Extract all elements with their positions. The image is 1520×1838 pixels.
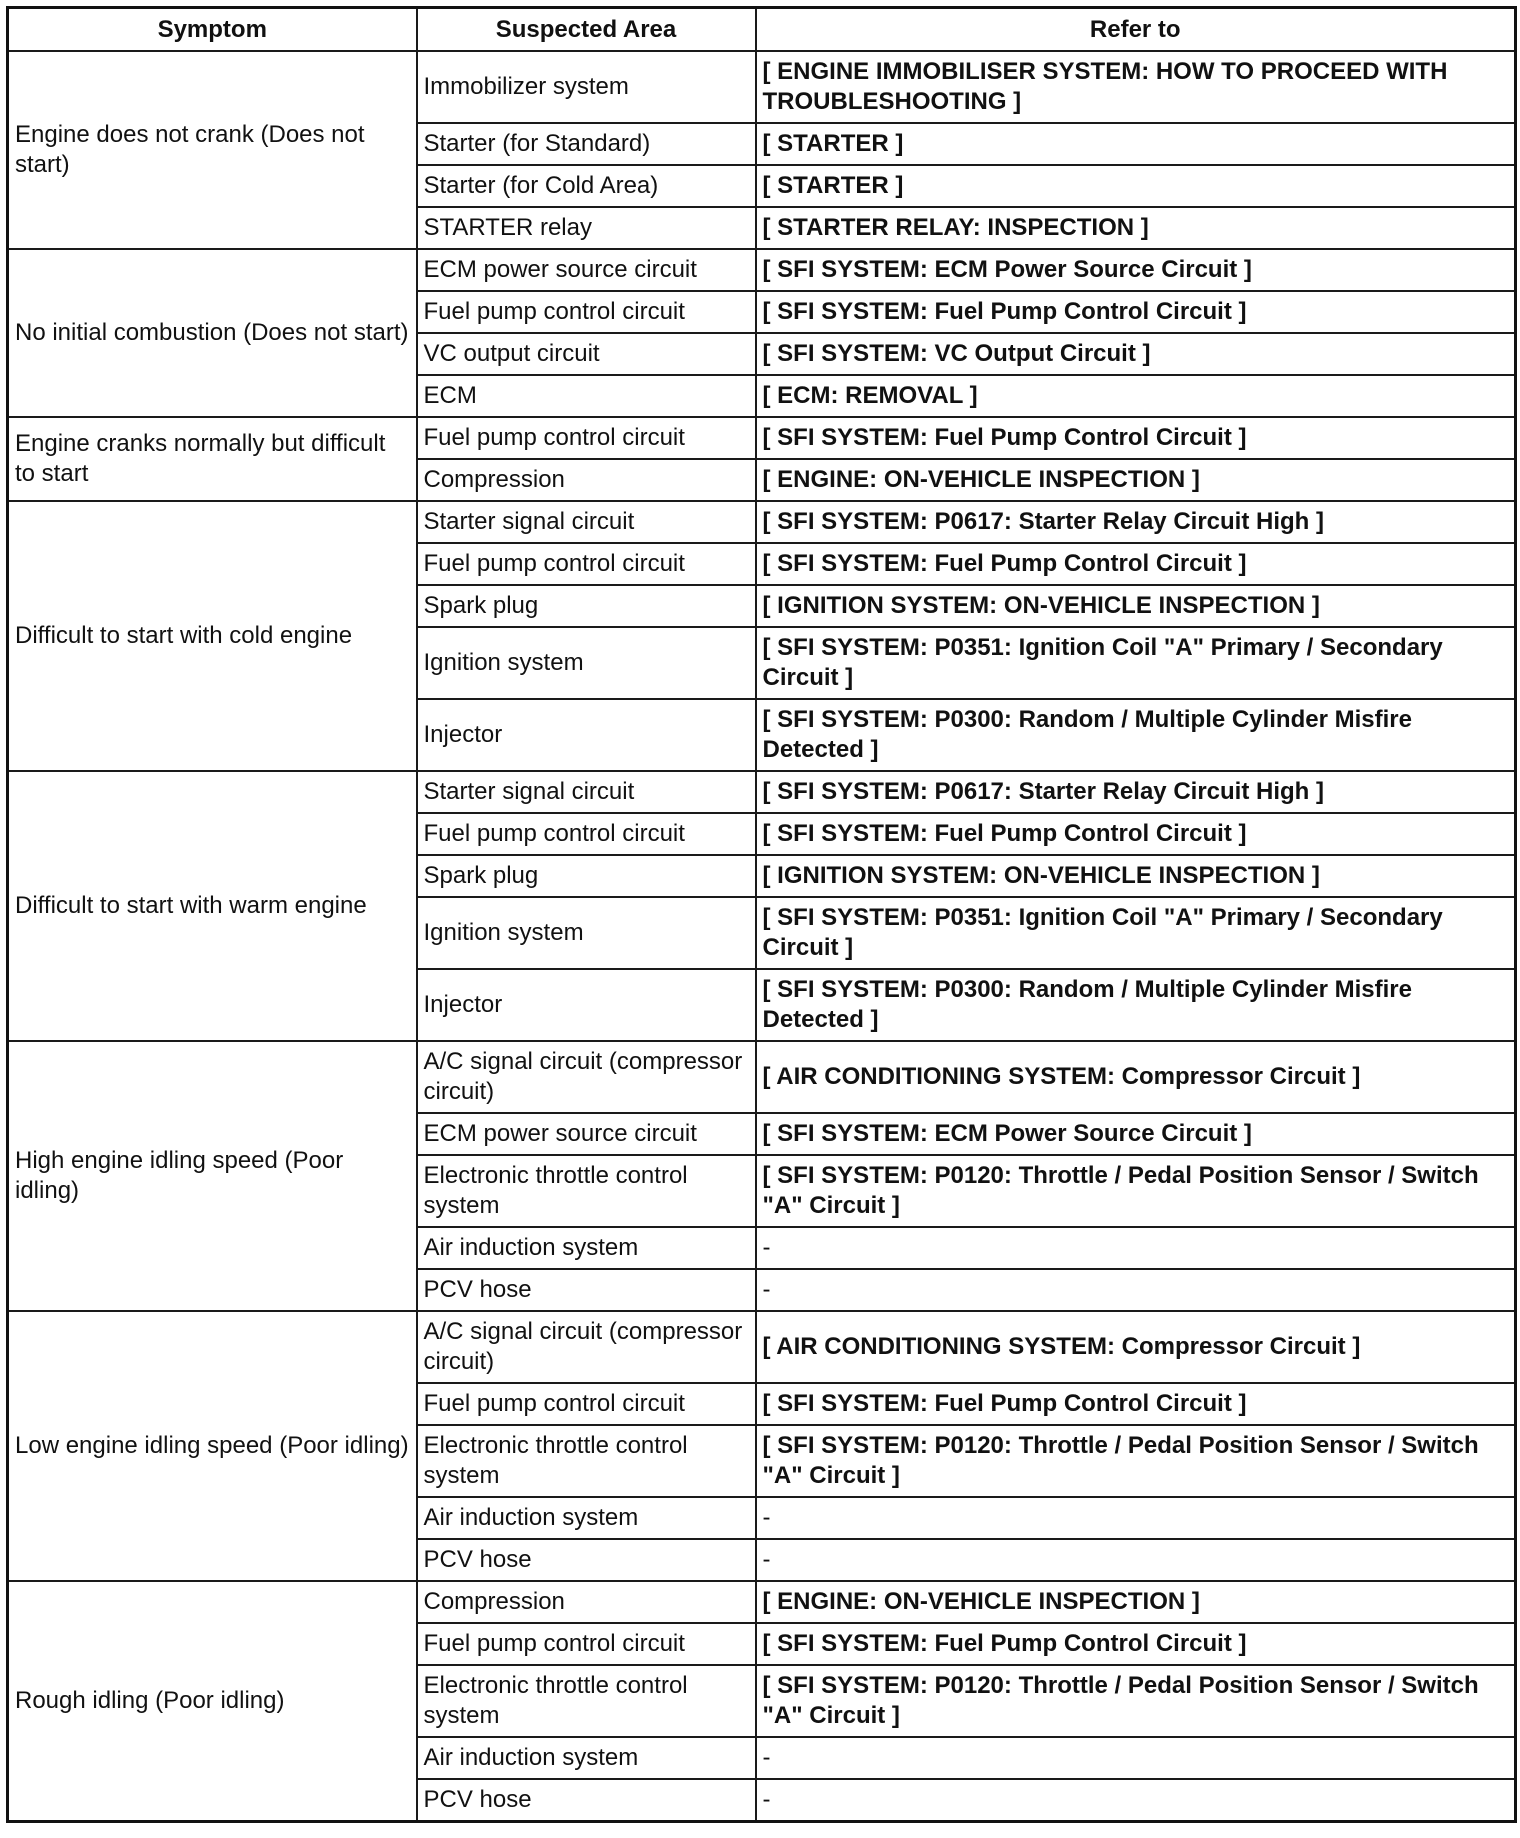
suspected-area-cell: Compression (417, 459, 756, 501)
refer-to-cell: [ SFI SYSTEM: Fuel Pump Control Circuit ] (756, 417, 1516, 459)
refer-to-cell: [ ENGINE IMMOBILISER SYSTEM: HOW TO PROCEED WITH TROUBLESHOOTING ] (756, 51, 1516, 123)
refer-to-cell: [ SFI SYSTEM: Fuel Pump Control Circuit ] (756, 1383, 1516, 1425)
refer-to-cell: [ SFI SYSTEM: P0617: Starter Relay Circuit High ] (756, 771, 1516, 813)
suspected-area-cell: Fuel pump control circuit (417, 1623, 756, 1665)
refer-to-cell: [ SFI SYSTEM: P0351: Ignition Coil "A" Primary / Secondary Circuit ] (756, 897, 1516, 969)
symptom-cell: Engine cranks normally but difficult to start (8, 417, 417, 501)
refer-to-cell: [ SFI SYSTEM: Fuel Pump Control Circuit ] (756, 1623, 1516, 1665)
suspected-area-cell: PCV hose (417, 1269, 756, 1311)
table-row (8, 417, 1516, 459)
suspected-area-cell: VC output circuit (417, 333, 756, 375)
problem-symptoms-table (6, 6, 1517, 1823)
table-row (8, 1581, 1516, 1623)
suspected-area-cell: Electronic throttle control system (417, 1155, 756, 1227)
suspected-area-cell: Starter (for Cold Area) (417, 165, 756, 207)
symptom-cell: High engine idling speed (Poor idling) (8, 1041, 417, 1311)
suspected-area-cell: Fuel pump control circuit (417, 543, 756, 585)
refer-to-cell: [ STARTER RELAY: INSPECTION ] (756, 207, 1516, 249)
suspected-area-cell: Fuel pump control circuit (417, 1383, 756, 1425)
suspected-area-cell: Electronic throttle control system (417, 1425, 756, 1497)
header-symptom: Symptom (8, 8, 417, 52)
table-row (8, 1311, 1516, 1383)
refer-to-cell: [ ENGINE: ON-VEHICLE INSPECTION ] (756, 459, 1516, 501)
refer-to-cell: [ SFI SYSTEM: Fuel Pump Control Circuit ] (756, 291, 1516, 333)
suspected-area-cell: Ignition system (417, 627, 756, 699)
table-body (8, 51, 1516, 1822)
refer-to-cell: [ SFI SYSTEM: P0300: Random / Multiple Cylinder Misfire Detected ] (756, 969, 1516, 1041)
refer-to-cell: [ ENGINE: ON-VEHICLE INSPECTION ] (756, 1581, 1516, 1623)
table-row (8, 51, 1516, 123)
suspected-area-cell: Compression (417, 1581, 756, 1623)
refer-to-cell: [ SFI SYSTEM: P0300: Random / Multiple Cylinder Misfire Detected ] (756, 699, 1516, 771)
suspected-area-cell: A/C signal circuit (compressor circuit) (417, 1041, 756, 1113)
suspected-area-cell: PCV hose (417, 1539, 756, 1581)
symptom-cell: Difficult to start with cold engine (8, 501, 417, 771)
suspected-area-cell: STARTER relay (417, 207, 756, 249)
header-refer-to: Refer to (756, 8, 1516, 52)
table-row (8, 771, 1516, 813)
suspected-area-cell: ECM (417, 375, 756, 417)
refer-to-cell: [ SFI SYSTEM: P0617: Starter Relay Circuit High ] (756, 501, 1516, 543)
refer-to-cell: - (756, 1737, 1516, 1779)
header-row (8, 8, 1516, 52)
table-row (8, 501, 1516, 543)
suspected-area-cell: Electronic throttle control system (417, 1665, 756, 1737)
suspected-area-cell: Fuel pump control circuit (417, 813, 756, 855)
suspected-area-cell: Air induction system (417, 1497, 756, 1539)
suspected-area-cell: ECM power source circuit (417, 249, 756, 291)
refer-to-cell: [ SFI SYSTEM: Fuel Pump Control Circuit ] (756, 543, 1516, 585)
suspected-area-cell: Fuel pump control circuit (417, 417, 756, 459)
refer-to-cell: - (756, 1227, 1516, 1269)
refer-to-cell: [ STARTER ] (756, 165, 1516, 207)
refer-to-cell: [ ECM: REMOVAL ] (756, 375, 1516, 417)
refer-to-cell: [ SFI SYSTEM: P0120: Throttle / Pedal Position Sensor / Switch "A" Circuit ] (756, 1425, 1516, 1497)
suspected-area-cell: Starter (for Standard) (417, 123, 756, 165)
refer-to-cell: [ SFI SYSTEM: VC Output Circuit ] (756, 333, 1516, 375)
table-row (8, 249, 1516, 291)
refer-to-cell: [ IGNITION SYSTEM: ON-VEHICLE INSPECTION ] (756, 855, 1516, 897)
refer-to-cell: [ IGNITION SYSTEM: ON-VEHICLE INSPECTION ] (756, 585, 1516, 627)
suspected-area-cell: PCV hose (417, 1779, 756, 1822)
refer-to-cell: [ AIR CONDITIONING SYSTEM: Compressor Circuit ] (756, 1311, 1516, 1383)
suspected-area-cell: Spark plug (417, 585, 756, 627)
suspected-area-cell: Spark plug (417, 855, 756, 897)
refer-to-cell: [ SFI SYSTEM: P0351: Ignition Coil "A" Primary / Secondary Circuit ] (756, 627, 1516, 699)
refer-to-cell: [ AIR CONDITIONING SYSTEM: Compressor Circuit ] (756, 1041, 1516, 1113)
suspected-area-cell: ECM power source circuit (417, 1113, 756, 1155)
refer-to-cell: [ STARTER ] (756, 123, 1516, 165)
refer-to-cell: [ SFI SYSTEM: Fuel Pump Control Circuit ] (756, 813, 1516, 855)
suspected-area-cell: Fuel pump control circuit (417, 291, 756, 333)
symptom-cell: Rough idling (Poor idling) (8, 1581, 417, 1822)
symptom-cell: Engine does not crank (Does not start) (8, 51, 417, 249)
refer-to-cell: [ SFI SYSTEM: P0120: Throttle / Pedal Position Sensor / Switch "A" Circuit ] (756, 1665, 1516, 1737)
header-suspected-area: Suspected Area (417, 8, 756, 52)
table-row (8, 1041, 1516, 1113)
symptom-cell: Difficult to start with warm engine (8, 771, 417, 1041)
troubleshooting-sheet (6, 6, 1514, 1823)
refer-to-cell: - (756, 1539, 1516, 1581)
refer-to-cell: - (756, 1497, 1516, 1539)
suspected-area-cell: Starter signal circuit (417, 771, 756, 813)
symptom-cell: Low engine idling speed (Poor idling) (8, 1311, 417, 1581)
suspected-area-cell: Injector (417, 969, 756, 1041)
suspected-area-cell: Injector (417, 699, 756, 771)
suspected-area-cell: Air induction system (417, 1737, 756, 1779)
refer-to-cell: - (756, 1779, 1516, 1822)
suspected-area-cell: Air induction system (417, 1227, 756, 1269)
suspected-area-cell: Starter signal circuit (417, 501, 756, 543)
suspected-area-cell: Ignition system (417, 897, 756, 969)
refer-to-cell: [ SFI SYSTEM: ECM Power Source Circuit ] (756, 249, 1516, 291)
symptom-cell: No initial combustion (Does not start) (8, 249, 417, 417)
refer-to-cell: [ SFI SYSTEM: P0120: Throttle / Pedal Position Sensor / Switch "A" Circuit ] (756, 1155, 1516, 1227)
suspected-area-cell: A/C signal circuit (compressor circuit) (417, 1311, 756, 1383)
refer-to-cell: - (756, 1269, 1516, 1311)
suspected-area-cell: Immobilizer system (417, 51, 756, 123)
refer-to-cell: [ SFI SYSTEM: ECM Power Source Circuit ] (756, 1113, 1516, 1155)
